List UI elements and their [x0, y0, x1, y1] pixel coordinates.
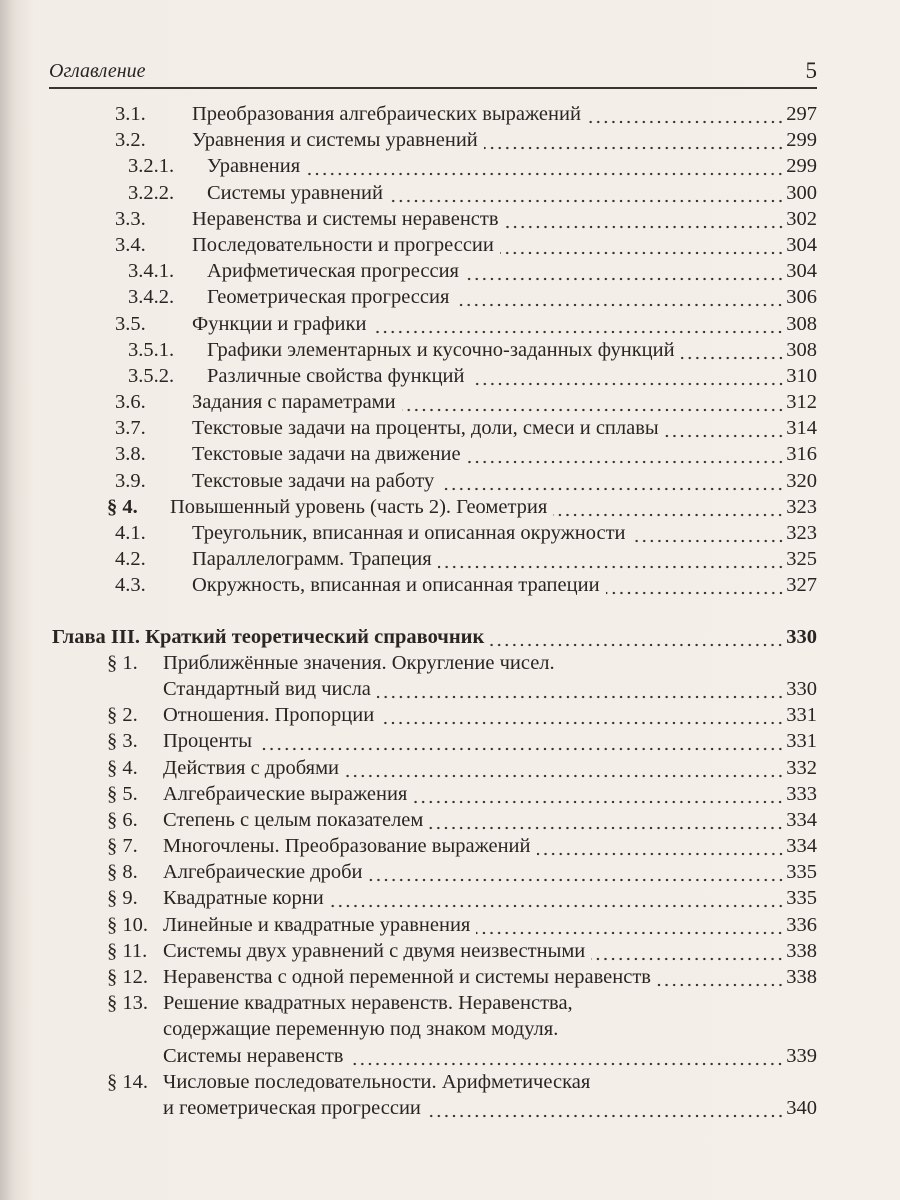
header-title: Оглавление — [49, 60, 146, 82]
entry-number: 4.2. — [115, 548, 146, 571]
entry-number: § 4. — [107, 756, 138, 779]
toc-entry[interactable] — [0, 702, 900, 728]
toc-entry[interactable] — [0, 127, 900, 153]
entry-title: Преобразования алгебраических выражений — [192, 103, 581, 125]
toc-entry[interactable] — [0, 990, 900, 1016]
entry-title: Проценты — [163, 730, 253, 753]
entry-page-number: 310 — [786, 364, 817, 387]
entry-title: Системы двух уравнений с двумя неизвестными — [163, 939, 586, 962]
entry-page-number: 335 — [786, 887, 817, 910]
page-number: 5 — [805, 58, 817, 83]
toc-entry[interactable] — [0, 153, 900, 179]
toc-entry[interactable] — [0, 938, 900, 964]
dot-leader — [665, 415, 785, 441]
entry-page-number: 336 — [786, 913, 817, 936]
entry-title: Стандартный вид числа — [163, 677, 371, 700]
entry-page-number: 299 — [786, 155, 817, 178]
entry-number: 3.2.2. — [128, 181, 175, 204]
toc-entry[interactable] — [0, 468, 900, 494]
toc-entry[interactable] — [0, 807, 900, 833]
toc-entry[interactable] — [0, 311, 900, 337]
entry-page-number: 300 — [786, 181, 817, 204]
entry-title: Повышенный уровень (часть 2). Геометрия — [170, 495, 548, 518]
dot-leader — [681, 337, 785, 363]
toc-entry[interactable] — [0, 1095, 900, 1121]
dot-leader — [476, 912, 784, 938]
dot-leader — [606, 572, 785, 598]
toc-entry[interactable] — [0, 755, 900, 781]
entry-page-number: 304 — [786, 260, 817, 283]
table-of-contents — [0, 101, 900, 1121]
toc-entry[interactable] — [0, 337, 900, 363]
entry-title: Степень с целым показателем — [163, 808, 424, 831]
toc-entry[interactable] — [0, 546, 900, 572]
entry-number: § 10. — [107, 913, 148, 936]
entry-title: Глава III. Краткий теоретический справочник — [52, 625, 485, 648]
entry-number: 3.7. — [115, 417, 146, 440]
entry-number: § 9. — [107, 887, 138, 910]
entry-page-number: 338 — [786, 939, 817, 962]
entry-page-number: 306 — [786, 286, 817, 309]
entry-page-number: 338 — [786, 966, 817, 988]
toc-entry[interactable] — [0, 1043, 900, 1069]
dot-leader — [455, 284, 784, 310]
entry-page-number: 334 — [786, 808, 817, 831]
dot-leader — [306, 153, 784, 179]
entry-title: Квадратные корни — [163, 887, 324, 910]
entry-page-number: 340 — [786, 1096, 817, 1119]
entry-title: Окружность, вписанная и описанная трапеции — [192, 574, 600, 597]
entry-title: Текстовые задачи на движение — [192, 443, 461, 466]
toc-entry[interactable] — [0, 572, 900, 598]
toc-entry[interactable] — [0, 912, 900, 938]
entry-title: Уравнения — [207, 155, 301, 178]
entry-title: Уравнения и системы уравнений — [192, 129, 478, 152]
entry-number: 3.2. — [115, 129, 146, 152]
entry-page-number: 297 — [786, 103, 817, 125]
entry-title: Графики элементарных и кусочно-заданных функций — [207, 338, 675, 361]
entry-number: § 6. — [107, 808, 138, 831]
entry-number: 3.3. — [115, 207, 146, 230]
dot-leader — [587, 101, 784, 127]
toc-entry[interactable] — [0, 650, 900, 676]
entry-number: 3.5.1. — [128, 338, 175, 361]
entry-number: § 1. — [107, 651, 138, 674]
dot-leader — [349, 1043, 784, 1069]
entry-page-number: 314 — [786, 417, 817, 440]
dot-leader — [471, 363, 785, 389]
entry-page-number: 323 — [786, 522, 817, 544]
entry-page-number: 327 — [786, 574, 817, 597]
entry-title: Системы уравнений — [207, 181, 383, 204]
toc-entry[interactable] — [0, 728, 900, 754]
toc-entry[interactable] — [0, 1069, 900, 1095]
entry-number: § 4. — [107, 495, 138, 518]
dot-leader — [484, 127, 784, 153]
dot-leader — [438, 546, 785, 572]
running-header — [49, 58, 817, 89]
entry-number: § 11. — [107, 939, 148, 962]
entry-page-number: 335 — [786, 861, 817, 884]
entry-title: Последовательности и прогрессии — [192, 233, 494, 256]
dot-leader — [389, 180, 784, 206]
entry-number: 3.6. — [115, 391, 146, 414]
entry-title: содержащие переменную под знаком модуля. — [163, 1018, 559, 1041]
entry-title: Функции и графики — [192, 312, 367, 335]
entry-number: § 13. — [107, 992, 148, 1015]
entry-title: Параллелограмм. Трапеция — [192, 548, 432, 571]
entry-title: Неравенства и системы неравенств — [192, 207, 499, 230]
entry-page-number: 334 — [786, 835, 817, 858]
entry-number: 3.9. — [115, 469, 146, 492]
entry-title: Треугольник, вписанная и описанная окружности — [192, 522, 626, 544]
dot-leader — [657, 964, 784, 990]
entry-title: Приближённые значения. Округление чисел. — [163, 651, 555, 674]
entry-page-number: 299 — [786, 129, 817, 152]
entry-number: § 3. — [107, 730, 138, 753]
entry-page-number: 302 — [786, 207, 817, 230]
toc-entry[interactable] — [0, 232, 900, 258]
dot-leader — [413, 781, 784, 807]
entry-number: 3.1. — [115, 103, 146, 125]
entry-page-number: 331 — [786, 730, 817, 753]
toc-entry[interactable] — [0, 101, 900, 127]
dot-leader — [330, 885, 785, 911]
entry-page-number: 339 — [786, 1044, 817, 1067]
toc-entry[interactable] — [0, 520, 900, 546]
entry-number: § 14. — [107, 1070, 148, 1093]
entry-page-number: 304 — [786, 233, 817, 256]
entry-number: § 5. — [107, 782, 138, 805]
entry-number: 3.4.1. — [128, 260, 175, 283]
toc-chapter-entry[interactable] — [0, 624, 900, 650]
entry-title: Геометрическая прогрессия — [207, 286, 450, 309]
toc-entry[interactable] — [0, 441, 900, 467]
entry-page-number: 331 — [786, 704, 817, 727]
entry-number: 4.3. — [115, 574, 146, 597]
toc-entry[interactable] — [0, 363, 900, 389]
dot-leader — [632, 520, 785, 546]
entry-title: Числовые последовательности. Арифметическая — [163, 1070, 591, 1093]
entry-page-number: 330 — [786, 625, 817, 648]
entry-title: Текстовые задачи на работу — [192, 469, 435, 492]
entry-number: 4.1. — [115, 522, 146, 544]
entry-page-number: 316 — [786, 443, 817, 466]
entry-title: Текстовые задачи на проценты, доли, смеси и сплавы — [192, 417, 659, 440]
entry-title: Алгебраические выражения — [163, 782, 408, 805]
toc-entry[interactable] — [0, 964, 900, 990]
entry-page-number: 308 — [786, 312, 817, 335]
entry-title: Задания с параметрами — [192, 391, 396, 414]
entry-title: Отношения. Пропорции — [163, 704, 375, 727]
entry-title: и геометрическая прогрессии — [163, 1096, 421, 1119]
entry-number: 3.5. — [115, 312, 146, 335]
toc-entry[interactable] — [0, 833, 900, 859]
entry-number: § 12. — [107, 966, 148, 988]
toc-entry[interactable] — [0, 389, 900, 415]
entry-page-number: 330 — [786, 677, 817, 700]
toc-entry[interactable] — [0, 180, 900, 206]
dot-leader — [490, 624, 784, 650]
dot-leader — [429, 807, 784, 833]
entry-page-number: 320 — [786, 469, 817, 492]
dot-leader — [380, 702, 784, 728]
toc-entry[interactable] — [0, 1016, 900, 1042]
entry-number: § 2. — [107, 704, 138, 727]
entry-title: Многочлены. Преобразование выражений — [163, 835, 531, 858]
toc-entry[interactable] — [0, 494, 900, 520]
entry-title: Системы неравенств — [163, 1044, 344, 1067]
entry-page-number: 325 — [786, 548, 817, 571]
dot-leader — [258, 728, 784, 754]
dot-leader — [427, 1095, 784, 1121]
toc-entry[interactable] — [0, 885, 900, 911]
dot-leader — [553, 494, 784, 520]
entry-number: § 8. — [107, 861, 138, 884]
entry-title: Решение квадратных неравенств. Неравенства, — [163, 992, 573, 1015]
toc-entry[interactable] — [0, 284, 900, 310]
toc-entry[interactable] — [0, 859, 900, 885]
toc-entry[interactable] — [0, 415, 900, 441]
entry-title: Неравенства с одной переменной и системы неравенств — [163, 966, 651, 988]
entry-page-number: 333 — [786, 782, 817, 805]
toc-entry[interactable] — [0, 258, 900, 284]
dot-leader — [505, 206, 785, 232]
entry-title: Действия с дробями — [163, 756, 340, 779]
dot-leader — [402, 389, 785, 415]
dot-leader — [377, 676, 784, 702]
dot-leader — [467, 441, 785, 467]
dot-leader — [372, 311, 784, 337]
entry-title: Различные свойства функций — [207, 364, 465, 387]
entry-number: 3.5.2. — [128, 364, 175, 387]
entry-title: Арифметическая прогрессия — [207, 260, 459, 283]
dot-leader — [345, 755, 784, 781]
dot-leader — [369, 859, 785, 885]
entry-page-number: 323 — [786, 495, 817, 518]
toc-entry[interactable] — [0, 676, 900, 702]
entry-number: 3.4.2. — [128, 286, 175, 309]
entry-number: § 7. — [107, 835, 138, 858]
dot-leader — [440, 468, 784, 494]
entry-number: 3.8. — [115, 443, 146, 466]
toc-entry[interactable] — [0, 781, 900, 807]
dot-leader — [500, 232, 784, 258]
entry-page-number: 332 — [786, 756, 817, 779]
entry-number: 3.2.1. — [128, 155, 175, 178]
dot-leader — [591, 938, 784, 964]
toc-entry[interactable] — [0, 206, 900, 232]
entry-page-number: 312 — [786, 391, 817, 414]
entry-title: Алгебраические дроби — [163, 861, 363, 884]
dot-leader — [465, 258, 784, 284]
entry-page-number: 308 — [786, 338, 817, 361]
entry-title: Линейные и квадратные уравнения — [163, 913, 471, 936]
dot-leader — [537, 833, 785, 859]
entry-number: 3.4. — [115, 233, 146, 256]
